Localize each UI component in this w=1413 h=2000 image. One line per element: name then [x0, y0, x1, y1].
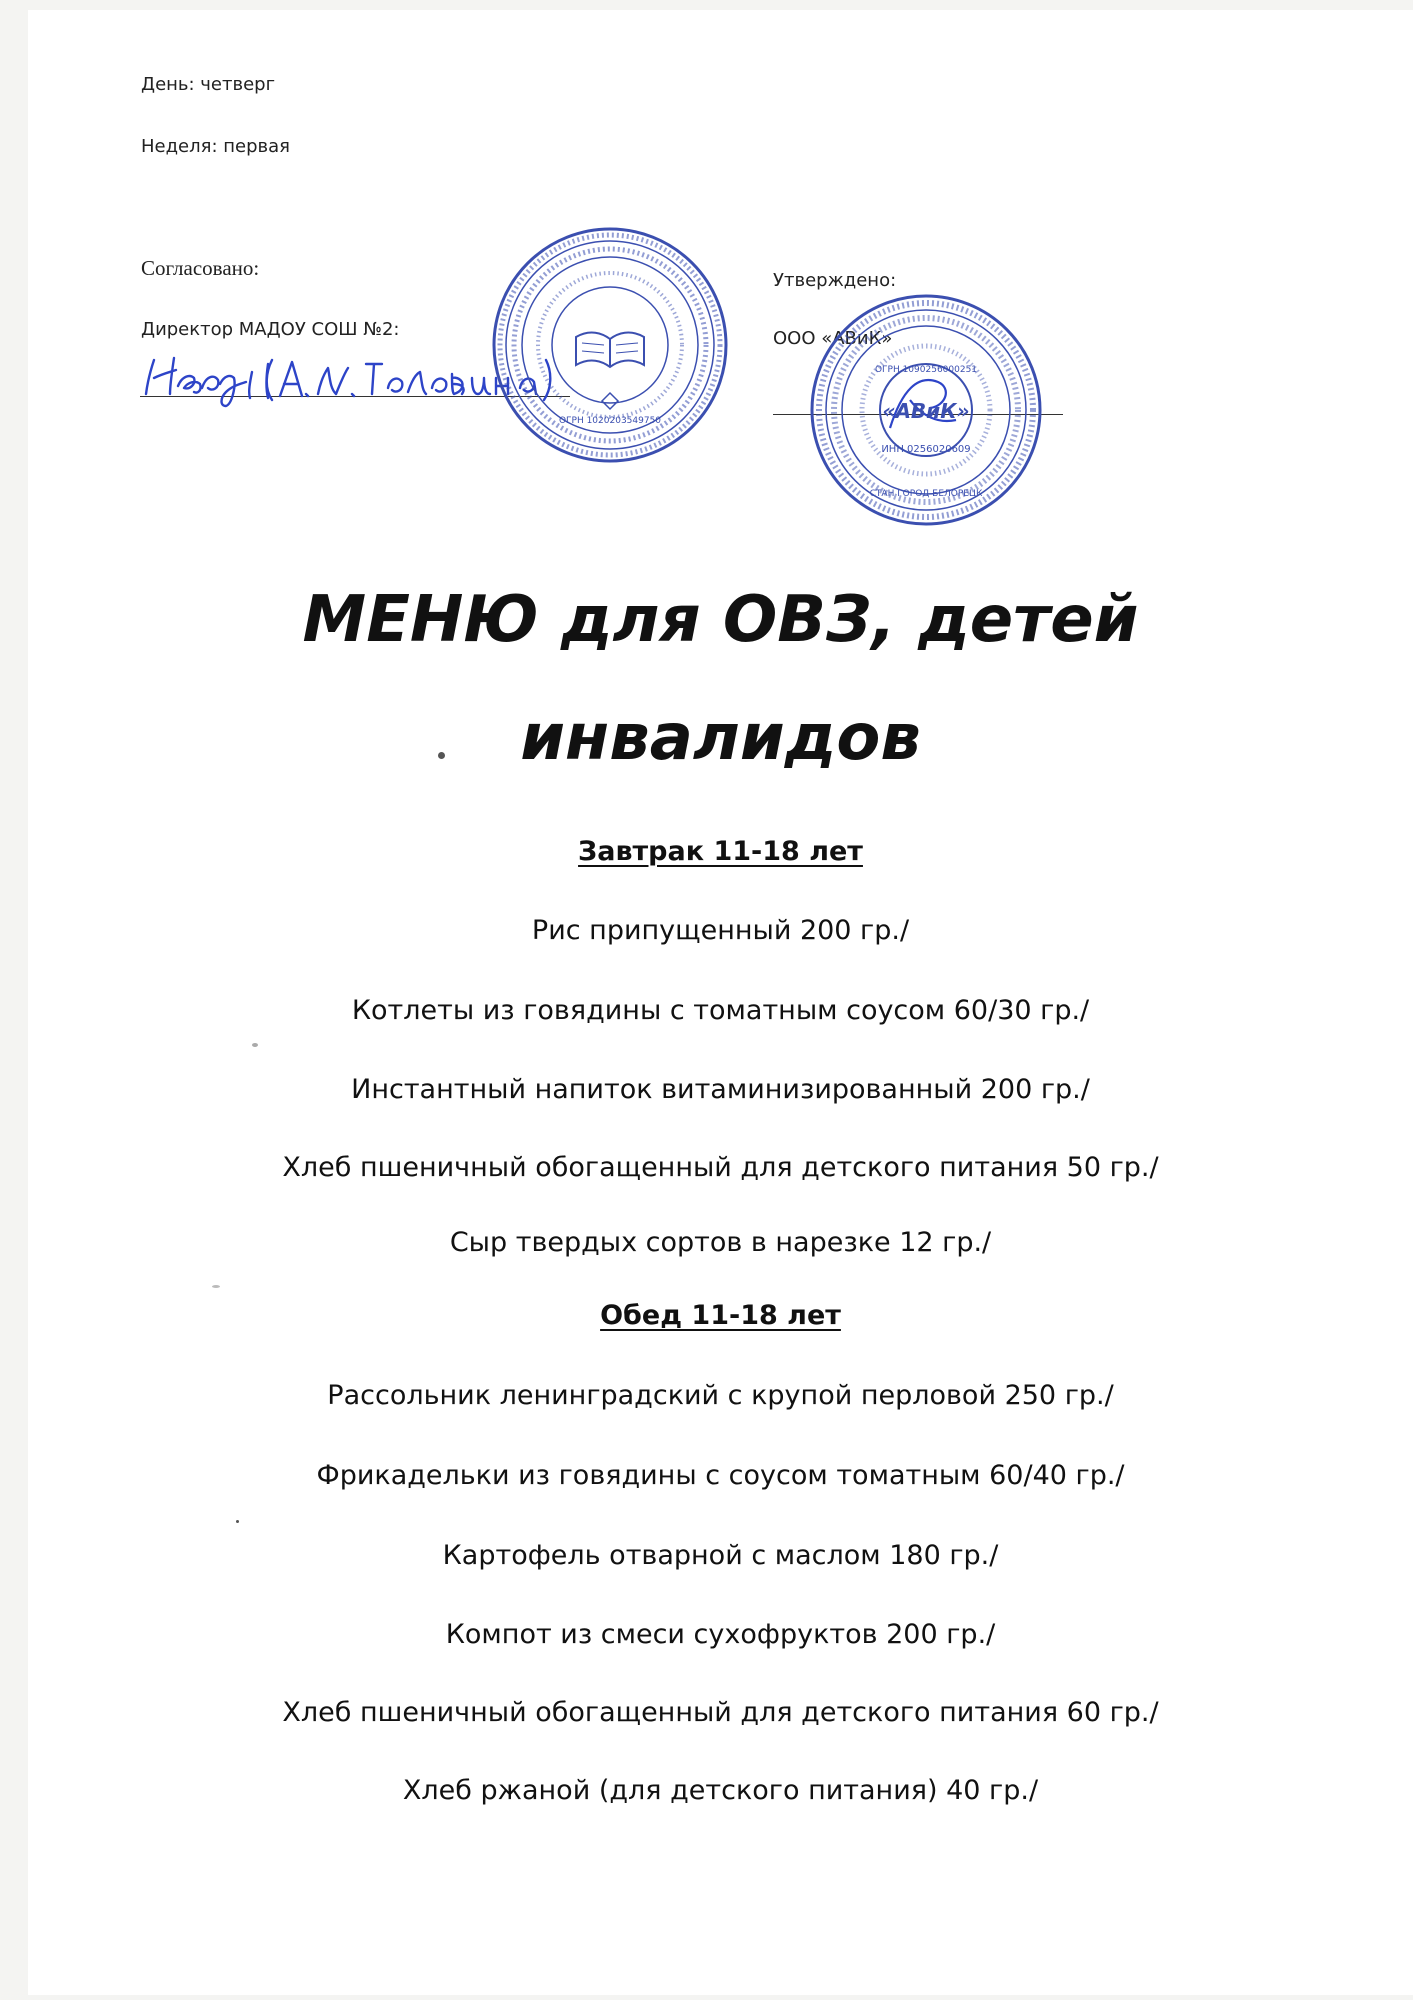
company-stamp-inn: ИНН 0256020609 — [881, 444, 971, 455]
agreed-label: Согласовано: — [141, 256, 260, 280]
director-position: Директор МАДОУ СОШ №2: — [141, 319, 400, 340]
week-label: Неделя: первая — [141, 136, 290, 157]
lunch-item: Компот из смеси сухофруктов 200 гр./ — [445, 1619, 996, 1650]
company-stamp-bottom: СТАН ГОРОД БЕЛОРЕЦК — [869, 489, 983, 499]
lunch-item: Рассольник ленинградский с крупой перловой 250 гр./ — [327, 1380, 1114, 1411]
lunch-heading — [28, 1300, 1413, 1331]
document-page — [28, 10, 1413, 1995]
scan-speck — [252, 1043, 258, 1047]
scan-speck — [438, 752, 445, 759]
breakfast-item: Рис припущенный 200 гр./ — [531, 915, 910, 946]
lunch-item: Картофель отварной с маслом 180 гр./ — [442, 1540, 999, 1571]
breakfast-item: Хлеб пшеничный обогащенный для детского питания 50 гр./ — [282, 1152, 1159, 1183]
company-stamp-ogrn: ОГРН 1090256000251 — [874, 365, 978, 375]
approved-label: Утверждено: — [773, 270, 897, 291]
breakfast-item: Сыр твердых сортов в нарезке 12 гр./ — [449, 1227, 992, 1258]
school-stamp — [490, 225, 730, 465]
lunch-item: Хлеб пшеничный обогащенный для детского питания 60 гр./ — [282, 1697, 1159, 1728]
breakfast-heading — [28, 836, 1413, 867]
approver-org: ООО «АВиК» — [773, 328, 893, 349]
company-stamp-center: «АВиК» — [882, 399, 970, 423]
page-title-line-2: инвалидов — [520, 701, 921, 775]
school-stamp-ogrn: ОГРН 1020203549750 — [558, 416, 662, 426]
breakfast-item: Котлеты из говядины с томатным соусом 60/30 гр./ — [351, 995, 1090, 1026]
breakfast-heading-text: Завтрак 11-18 лет — [578, 836, 863, 867]
lunch-item: Хлеб ржаной (для детского питания) 40 гр./ — [402, 1775, 1039, 1806]
company-stamp — [806, 290, 1046, 530]
scan-speck — [236, 1520, 239, 1523]
scan-speck — [212, 1285, 220, 1288]
lunch-heading-text: Обед 11-18 лет — [600, 1300, 841, 1331]
breakfast-item: Инстантный напиток витаминизированный 200 гр./ — [351, 1074, 1090, 1105]
day-label: День: четверг — [141, 74, 276, 95]
page-title-line-1: МЕНЮ для ОВЗ, детей — [302, 583, 1139, 657]
lunch-item: Фрикадельки из говядины с соусом томатным 60/40 гр./ — [316, 1460, 1125, 1491]
